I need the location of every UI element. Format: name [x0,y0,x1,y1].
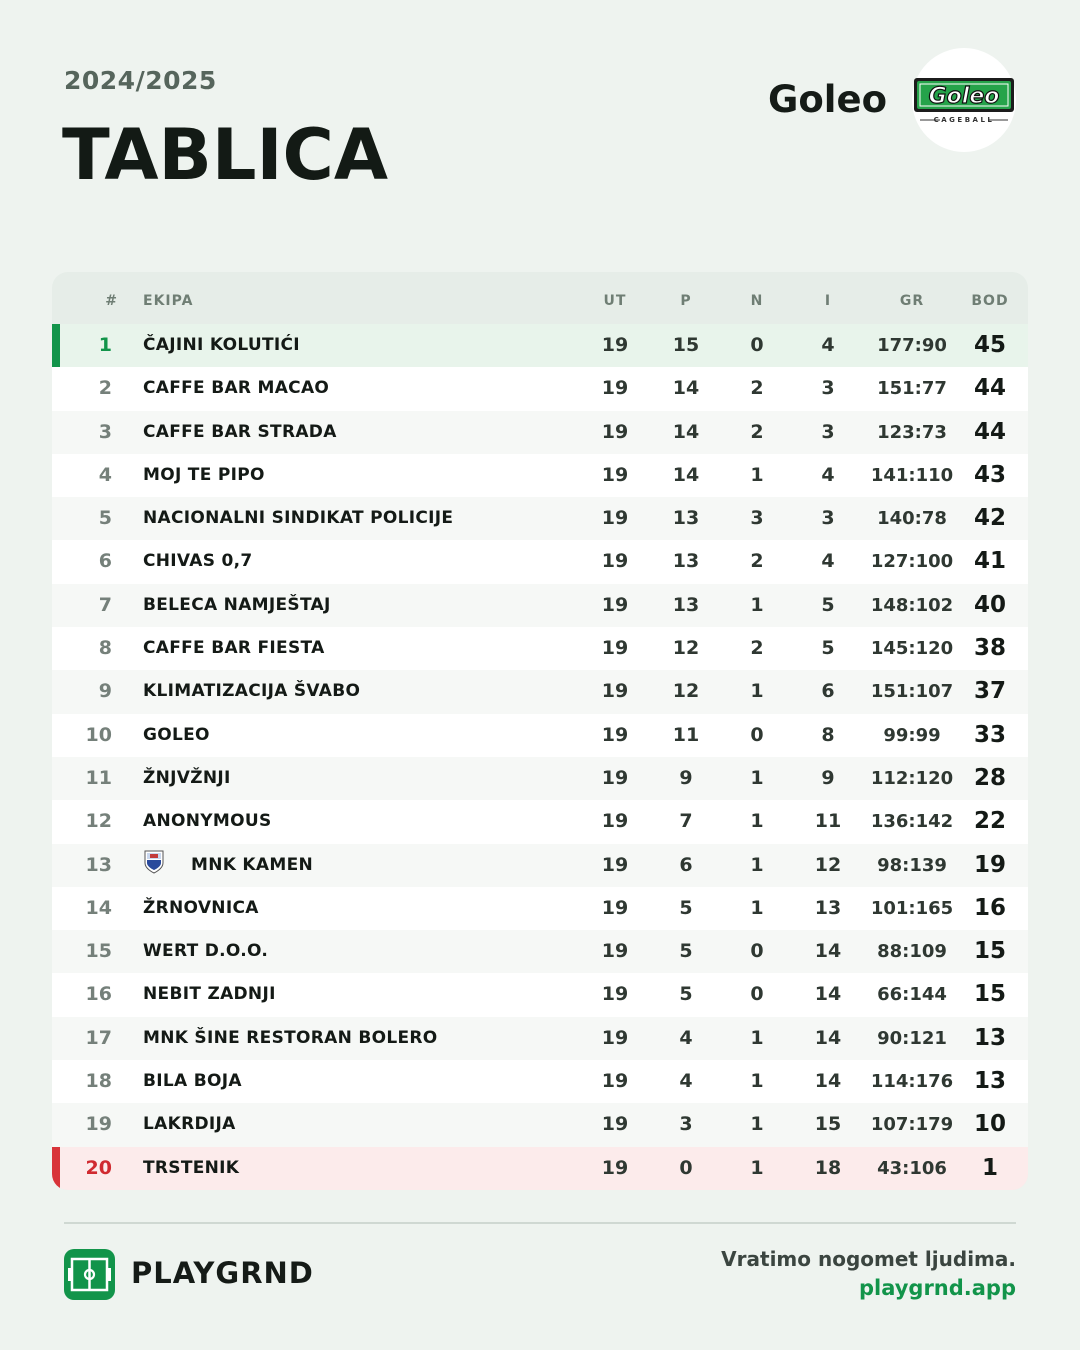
team-name: NACIONALNI SINDIKAT POLICIJE [143,508,454,529]
played: 19 [601,810,629,833]
played: 19 [601,593,629,616]
position: 10 [85,723,112,746]
team-name: TRSTENIK [143,1157,240,1178]
won: 13 [672,550,700,573]
team-name: MNK KAMEN [191,854,314,875]
won: 3 [679,1113,693,1136]
position: 1 [98,334,112,356]
lost: 3 [821,377,835,400]
position-marker [52,411,60,454]
played: 19 [601,1113,629,1136]
goals: 127:100 [870,551,954,573]
lost: 4 [821,334,835,356]
goals: 98:139 [877,854,947,876]
table-row [52,757,1028,800]
site-link[interactable]: playgrnd.app [858,1276,1016,1300]
team-name: KLIMATIZACIJA ŠVABO [143,681,361,702]
drawn: 1 [750,680,764,703]
brand-name: PLAYGRND [131,1256,314,1290]
played: 19 [601,680,629,703]
drawn: 0 [750,983,764,1006]
team-name: LAKRDIJA [143,1114,236,1135]
standings-table [52,272,1028,1190]
played: 19 [601,1026,629,1049]
table-row [52,584,1028,627]
team-cell [143,627,325,670]
position-marker [52,930,60,973]
position: 13 [85,853,112,876]
lost: 12 [814,853,842,876]
team-cell [143,497,453,540]
goals: 140:78 [877,508,947,530]
drawn: 2 [750,420,764,443]
drawn: 1 [750,853,764,876]
drawn: 0 [750,723,764,746]
position-marker [52,454,60,497]
table-row [52,627,1028,670]
position-marker [52,367,60,410]
table-row [52,497,1028,540]
page-title: TABLICA [62,114,389,196]
goals: 107:179 [870,1114,954,1136]
tagline: Vratimo nogomet ljudima. [721,1247,1016,1271]
team-cell [143,584,331,627]
points: 45 [973,332,1006,358]
played: 19 [601,853,629,876]
position: 19 [85,1113,112,1136]
drawn: 1 [750,1026,764,1049]
position-marker [52,844,60,887]
played: 19 [601,1070,629,1093]
played: 19 [601,637,629,660]
position: 12 [85,810,112,833]
position: 15 [85,940,112,963]
drawn: 1 [750,1070,764,1093]
team-cell [143,930,268,973]
played: 19 [601,896,629,919]
goals: 66:144 [877,984,947,1006]
lost: 5 [821,593,835,616]
goals: 151:107 [870,681,954,703]
points: 1 [981,1154,998,1181]
lost: 9 [821,766,835,789]
team-name: CHIVAS 0,7 [143,551,253,572]
team-name: WERT D.O.O. [143,941,269,962]
table-row [52,411,1028,454]
won: 15 [672,334,700,356]
table-body [52,324,1028,1190]
drawn: 2 [750,377,764,400]
team-cell [143,1017,438,1060]
lost: 15 [814,1113,842,1136]
goals: 145:120 [870,638,954,660]
drawn: 1 [750,1113,764,1136]
points: 33 [973,721,1006,748]
col-won-header: P [680,293,692,309]
won: 5 [679,940,693,963]
points: 41 [973,548,1006,575]
svg-text:CAGEBALL: CAGEBALL [933,116,995,124]
shield-crest-icon [143,849,165,875]
team-cell [143,714,210,757]
team-name: MOJ TE PIPO [143,464,265,485]
won: 14 [672,377,700,400]
team-cell [143,454,265,497]
lost: 14 [814,983,842,1006]
won: 6 [679,853,693,876]
team-name: ČAJINI KOLUTIĆI [143,335,300,355]
played: 19 [601,420,629,443]
lost: 14 [814,940,842,963]
col-lost-header: I [824,293,832,309]
season-label: 2024/2025 [64,66,217,95]
goals: 114:176 [870,1071,954,1093]
won: 11 [672,723,700,746]
position-marker [52,887,60,930]
position: 4 [98,463,112,486]
position: 2 [98,377,112,400]
col-points-header: BOD [971,293,1009,309]
goals: 177:90 [877,335,947,356]
played: 19 [601,463,629,486]
points: 43 [973,461,1006,488]
position: 16 [85,983,112,1006]
table-row [52,367,1028,410]
position: 14 [85,896,112,919]
lost: 4 [821,463,835,486]
won: 14 [672,463,700,486]
lost: 14 [814,1026,842,1049]
goals: 148:102 [870,594,954,616]
col-drawn-header: N [750,293,764,309]
drawn: 0 [750,940,764,963]
drawn: 2 [750,637,764,660]
won: 14 [672,420,700,443]
team-cell [143,1147,239,1190]
team-name: CAFFE BAR MACAO [143,378,330,399]
team-cell [143,973,276,1016]
team-name: BELECA NAMJEŠTAJ [143,594,331,615]
position-marker [52,1147,60,1190]
position: 17 [85,1026,112,1049]
won: 12 [672,680,700,703]
points: 40 [973,591,1006,618]
goals: 141:110 [870,464,954,486]
svg-text:Goleo: Goleo [928,84,1000,109]
played: 19 [601,507,629,530]
goals: 151:77 [877,378,947,400]
points: 19 [973,851,1006,878]
team-cell [143,800,272,843]
team-cell [143,757,231,800]
team-name: BILA BOJA [143,1071,242,1092]
goals: 88:109 [877,941,947,963]
table-row [52,800,1028,843]
won: 12 [672,637,700,660]
drawn: 1 [750,810,764,833]
position-marker [52,1060,60,1103]
table-row [52,714,1028,757]
position-marker [52,584,60,627]
table-row [52,844,1028,887]
goals: 101:165 [870,897,954,919]
lost: 18 [814,1156,842,1179]
team-name: CAFFE BAR FIESTA [143,638,325,659]
won: 4 [679,1026,693,1049]
playgrnd-pitch-icon [64,1249,115,1300]
lost: 14 [814,1070,842,1093]
position: 8 [98,637,112,660]
table-row [52,1017,1028,1060]
goals: 99:99 [883,724,941,746]
position: 20 [85,1156,112,1179]
position: 9 [98,680,112,703]
col-played-header: UT [603,293,627,309]
won: 13 [672,593,700,616]
team-name: GOLEO [143,724,210,745]
played: 19 [601,550,629,573]
table-row [52,454,1028,497]
team-name: ANONYMOUS [143,811,272,832]
position-marker [52,670,60,713]
table-row [52,324,1028,367]
drawn: 0 [750,334,764,356]
played: 19 [601,940,629,963]
drawn: 1 [750,593,764,616]
played: 19 [601,377,629,400]
played: 19 [601,983,629,1006]
goals: 136:142 [870,811,954,833]
position-marker [52,973,60,1016]
points: 38 [973,635,1006,662]
team-cell [143,844,313,887]
col-goals-header: GR [899,293,925,309]
drawn: 2 [750,550,764,573]
position-marker [52,800,60,843]
lost: 4 [821,550,835,573]
team-cell [143,324,300,367]
position-marker [52,757,60,800]
team-cell [143,540,252,583]
points: 42 [973,505,1006,532]
lost: 11 [814,810,842,833]
position-marker [52,324,60,367]
team-cell [143,1103,236,1146]
points: 16 [973,894,1006,921]
played: 19 [601,1156,629,1179]
goals: 123:73 [877,421,947,443]
won: 4 [679,1070,693,1093]
team-cell [143,887,259,930]
won: 7 [679,810,693,833]
table-row [52,1103,1028,1146]
points: 13 [973,1068,1006,1095]
league-logo [912,48,1016,152]
table-row [52,887,1028,930]
points: 13 [973,1024,1006,1051]
team-cell [143,367,329,410]
team-name: MNK ŠINE RESTORAN BOLERO [143,1027,438,1048]
position: 7 [98,593,112,616]
team-name: ŽRNOVNICA [143,897,259,918]
team-cell [143,670,360,713]
drawn: 1 [750,896,764,919]
goals: 90:121 [877,1027,947,1049]
position: 5 [98,507,112,530]
table-row [52,670,1028,713]
played: 19 [601,723,629,746]
goals: 43:106 [877,1157,947,1179]
points: 37 [973,678,1006,705]
position-marker [52,714,60,757]
col-pos-header: # [105,293,118,309]
position-marker [52,497,60,540]
team-cell [143,1060,242,1103]
points: 44 [973,418,1006,445]
lost: 13 [814,896,842,919]
footer-divider [64,1222,1016,1224]
points: 22 [973,808,1006,835]
table-header [52,272,1028,324]
table-row [52,1060,1028,1103]
points: 15 [973,981,1006,1008]
position-marker [52,540,60,583]
played: 19 [601,334,629,356]
drawn: 1 [750,766,764,789]
points: 44 [973,375,1006,402]
goals: 112:120 [870,767,954,789]
won: 0 [679,1156,693,1179]
won: 13 [672,507,700,530]
position: 3 [98,420,112,443]
won: 5 [679,983,693,1006]
position: 18 [85,1070,112,1093]
table-row [52,930,1028,973]
won: 9 [679,766,693,789]
lost: 3 [821,507,835,530]
team-name: CAFFE BAR STRADA [143,421,337,442]
points: 10 [973,1111,1006,1138]
position: 11 [85,766,112,789]
won: 5 [679,896,693,919]
col-team-header: EKIPA [143,293,194,309]
position-marker [52,627,60,670]
position: 6 [98,550,112,573]
played: 19 [601,766,629,789]
points: 28 [973,764,1006,791]
lost: 6 [821,680,835,703]
lost: 3 [821,420,835,443]
drawn: 1 [750,463,764,486]
table-row [52,1147,1028,1190]
team-cell [143,411,337,454]
drawn: 1 [750,1156,764,1179]
table-row [52,973,1028,1016]
position-marker [52,1017,60,1060]
drawn: 3 [750,507,764,530]
lost: 5 [821,637,835,660]
position-marker [52,1103,60,1146]
league-name: Goleo [768,78,887,121]
team-name: NEBIT ZADNJI [143,984,276,1005]
team-name: ŽNJVŽNJI [143,767,231,788]
table-row [52,540,1028,583]
lost: 8 [821,723,835,746]
points: 15 [973,938,1006,965]
